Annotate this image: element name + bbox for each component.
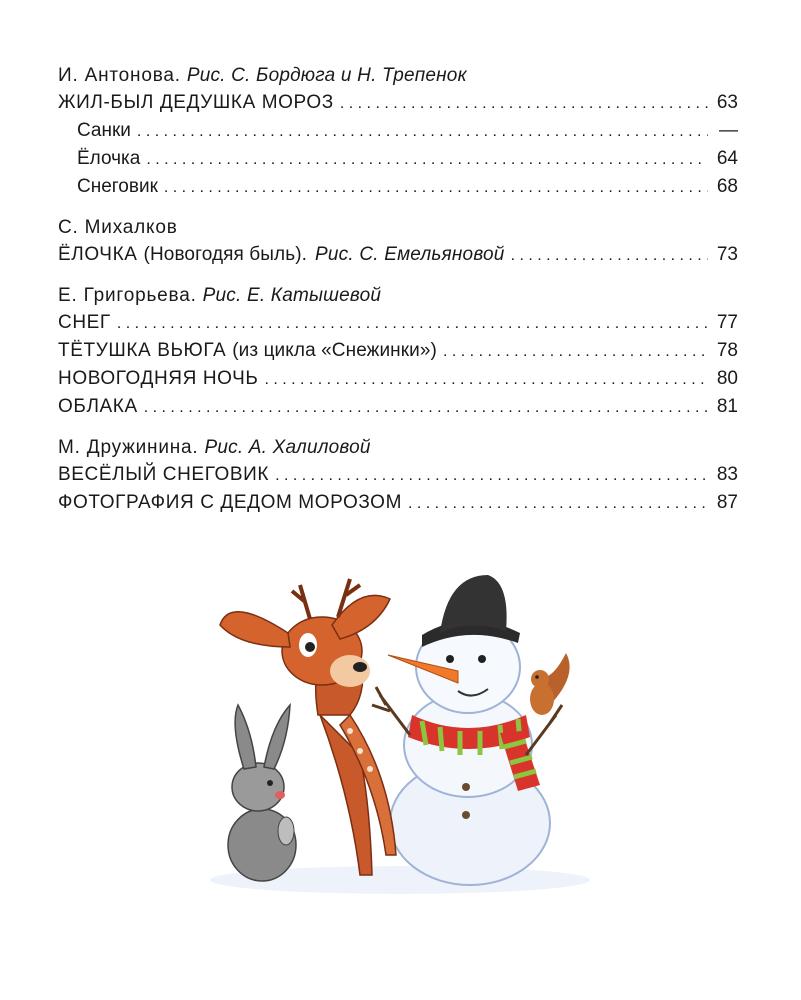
- dot-leader: [137, 118, 708, 146]
- dot-leader: [164, 174, 708, 202]
- table-of-contents: [58, 62, 738, 530]
- toc-entry[interactable]: [58, 365, 738, 393]
- toc-entry[interactable]: [58, 89, 738, 117]
- entry-title: СНЕГ: [58, 312, 111, 333]
- toc-entry[interactable]: [58, 309, 738, 337]
- author-line: [58, 62, 738, 89]
- page-number: 73: [716, 244, 738, 265]
- dot-leader: [264, 366, 708, 394]
- page-number: 87: [716, 492, 738, 513]
- entry-title: ЁЛОЧКА: [58, 244, 138, 265]
- toc-entry[interactable]: [58, 461, 738, 489]
- entry-title: Санки: [77, 120, 131, 141]
- page-number: 63: [716, 92, 738, 113]
- page-number: 68: [716, 176, 738, 197]
- entry-title: ОБЛАКА: [58, 396, 138, 417]
- bunny: [228, 705, 296, 881]
- toc-subentry[interactable]: [58, 173, 738, 201]
- dot-leader: [117, 310, 708, 338]
- entry-title: ТЁТУШКА ВЬЮГА: [58, 340, 227, 361]
- page-number: 83: [716, 464, 738, 485]
- entry-title: ЖИЛ-БЫЛ ДЕДУШКА МОРОЗ: [58, 92, 334, 113]
- page-number: 81: [716, 396, 738, 417]
- author-line: [58, 282, 738, 309]
- dot-leader: [511, 242, 708, 270]
- illustrator-credit: Рис. Е. Катышевой: [202, 285, 382, 306]
- toc-subentry[interactable]: [58, 117, 738, 145]
- toc-entry[interactable]: [58, 393, 738, 421]
- dot-leader: [340, 90, 708, 118]
- toc-group: [58, 434, 738, 517]
- dot-leader: [275, 462, 708, 490]
- page-number: 78: [716, 340, 738, 361]
- entry-title: ВЕСЁЛЫЙ СНЕГОВИК: [58, 464, 270, 485]
- dot-leader: [146, 146, 708, 174]
- toc-group: [58, 214, 738, 269]
- toc-entry[interactable]: [58, 337, 738, 365]
- author-line: [58, 434, 738, 461]
- illustrator-credit: Рис. С. Бордюга и Н. Трепенок: [186, 65, 467, 86]
- author-name: Е. Григорьева.: [58, 285, 197, 306]
- entry-title: Снеговик: [77, 176, 158, 197]
- author-line: [58, 214, 738, 241]
- illustrator-credit: Рис. С. Емельяновой: [315, 244, 505, 265]
- toc-entry[interactable]: [58, 489, 738, 517]
- page-number: 64: [716, 148, 738, 169]
- entry-title: ФОТОГРАФИЯ С ДЕДОМ МОРОЗОМ: [58, 492, 402, 513]
- dot-leader: [443, 338, 708, 366]
- page-number: 80: [716, 368, 738, 389]
- squirrel: [530, 653, 570, 715]
- page-number: —: [719, 120, 738, 141]
- page-number: 77: [716, 312, 738, 333]
- author-name: И. Антонова.: [58, 65, 181, 86]
- entry-title: НОВОГОДНЯЯ НОЧЬ: [58, 368, 259, 389]
- author-name: М. Дружинина.: [58, 437, 199, 458]
- entry-title: Ёлочка: [77, 148, 141, 169]
- deer-snowman-bunny-squirrel-illustration: [200, 555, 600, 900]
- snowman: [372, 575, 562, 885]
- toc-subentry[interactable]: [58, 145, 738, 173]
- illustrator-credit: Рис. А. Халиловой: [204, 437, 371, 458]
- author-name: С. Михалков: [58, 217, 178, 238]
- entry-note: (Новогодяя быль).: [143, 244, 308, 265]
- toc-entry[interactable]: [58, 241, 738, 269]
- toc-group: [58, 282, 738, 421]
- toc-group: [58, 62, 738, 201]
- dot-leader: [144, 394, 708, 422]
- dot-leader: [408, 490, 708, 518]
- entry-note: (из цикла «Снежинки»): [232, 340, 437, 361]
